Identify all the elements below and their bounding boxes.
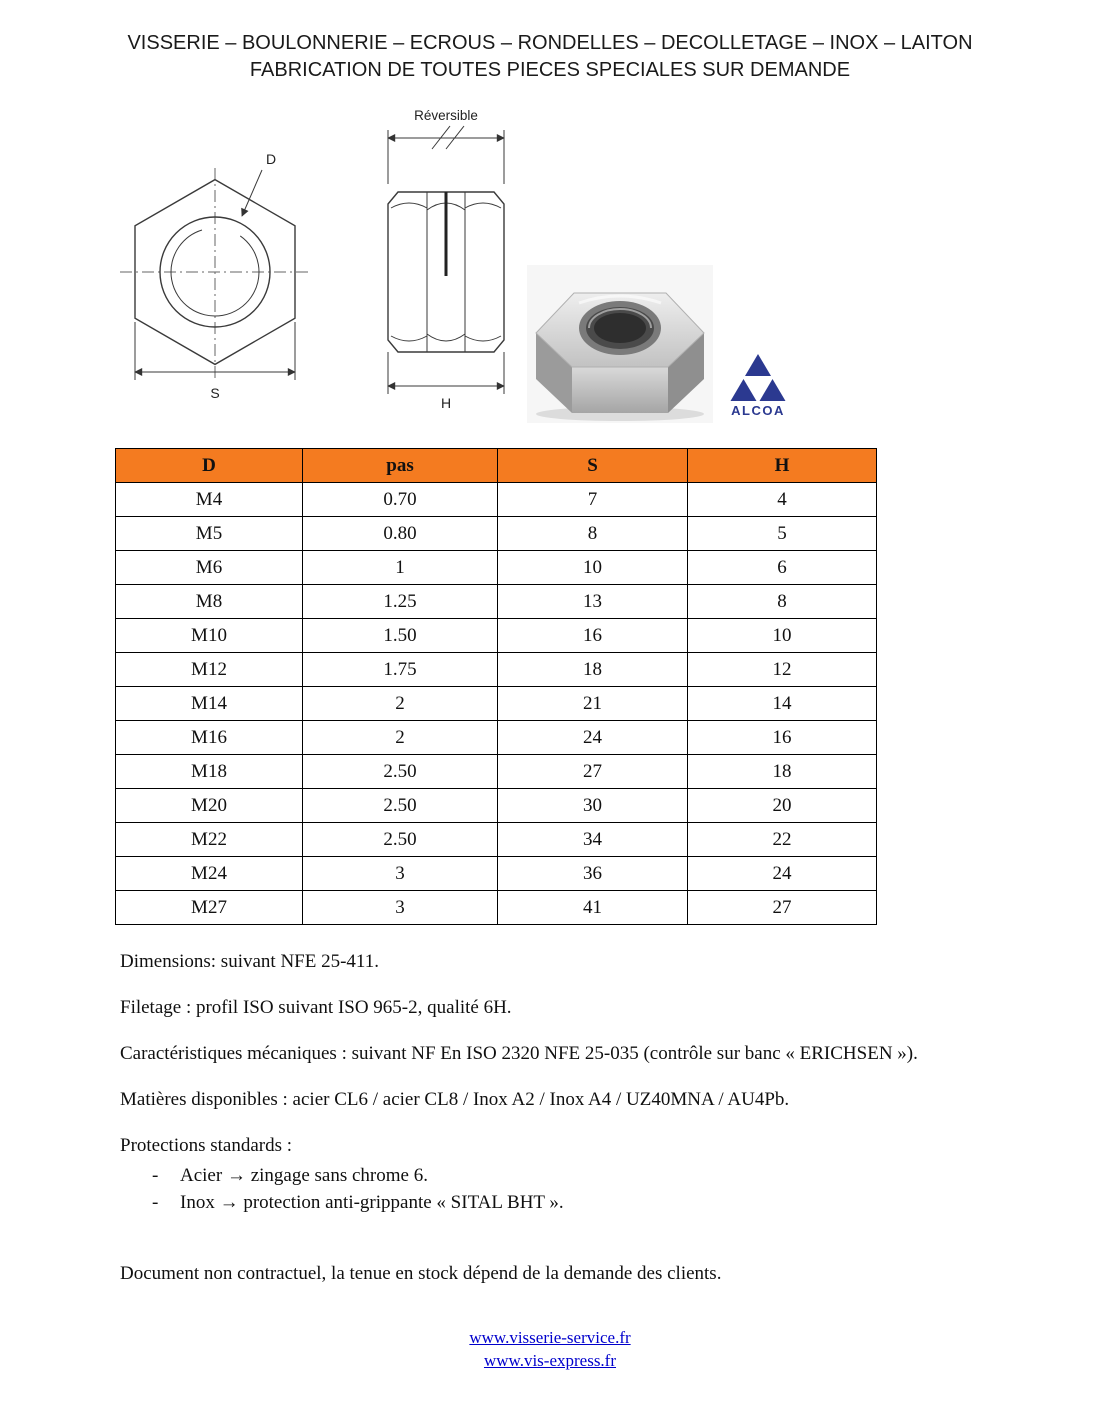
table-cell: 36: [498, 857, 688, 891]
table-cell: 12: [688, 653, 877, 687]
table-cell: 2: [303, 721, 498, 755]
document-header: [0, 30, 1100, 84]
table-cell: 34: [498, 823, 688, 857]
table-cell: 18: [498, 653, 688, 687]
table-cell: M20: [116, 789, 303, 823]
notes-section: [120, 950, 1055, 1286]
note-caracteristiques: Caractéristiques mécaniques : suivant NF En ISO 2320 NFE 25-035 (contrôle sur banc « ERICHSEN »).: [120, 1043, 918, 1064]
table-cell: M4: [116, 483, 303, 517]
table-row: [116, 687, 877, 721]
dimensions-table: [115, 448, 877, 925]
table-cell: 0.70: [303, 483, 498, 517]
table-body: [116, 483, 877, 925]
table-cell: 10: [498, 551, 688, 585]
label-s: S: [210, 385, 220, 401]
nut-front-view-drawing: [118, 112, 318, 412]
alcoa-emblem-icon: [731, 354, 786, 401]
list-marker: -: [152, 1192, 159, 1213]
table-cell: M16: [116, 721, 303, 755]
note-dimensions: Dimensions: suivant NFE 25-411.: [120, 951, 379, 972]
footer: [0, 1326, 1100, 1372]
table-cell: 20: [688, 789, 877, 823]
list-item: [152, 1162, 1055, 1189]
header-line-2: FABRICATION DE TOUTES PIECES SPECIALES SUR DEMANDE: [249, 59, 851, 81]
table-cell: M22: [116, 823, 303, 857]
column-header-h: H: [688, 449, 877, 483]
column-header-d: D: [116, 449, 303, 483]
table-row: [116, 857, 877, 891]
table-cell: 5: [688, 517, 877, 551]
table-cell: M14: [116, 687, 303, 721]
table-cell: 16: [498, 619, 688, 653]
nut-photo: [527, 265, 713, 423]
table-cell: 3: [303, 891, 498, 925]
table-cell: 6: [688, 551, 877, 585]
note-filetage: Filetage : profil ISO suivant ISO 965-2, qualité 6H.: [120, 997, 512, 1018]
table-cell: 24: [688, 857, 877, 891]
column-header-pas: pas: [303, 449, 498, 483]
label-h: H: [440, 395, 452, 411]
table-cell: 14: [688, 687, 877, 721]
table-cell: 0.80: [303, 517, 498, 551]
table-row: [116, 517, 877, 551]
column-header-s: S: [498, 449, 688, 483]
table-row: [116, 653, 877, 687]
footer-link-vis-express[interactable]: www.vis-express.fr: [483, 1351, 617, 1370]
table-cell: 3: [303, 857, 498, 891]
table-cell: M24: [116, 857, 303, 891]
table-cell: 8: [688, 585, 877, 619]
protections-list: [152, 1162, 1055, 1216]
table-cell: M5: [116, 517, 303, 551]
table-cell: 21: [498, 687, 688, 721]
table-cell: 4: [688, 483, 877, 517]
table-cell: 30: [498, 789, 688, 823]
table-row: [116, 823, 877, 857]
protections-title: Protections standards :: [120, 1135, 293, 1156]
table-row: [116, 585, 877, 619]
table-cell: M6: [116, 551, 303, 585]
list-item-text: Acier → zingage sans chrome 6.: [180, 1165, 428, 1186]
table-cell: 41: [498, 891, 688, 925]
table-cell: 10: [688, 619, 877, 653]
table-cell: M18: [116, 755, 303, 789]
list-marker: -: [152, 1165, 159, 1186]
table-cell: 1: [303, 551, 498, 585]
table-cell: 8: [498, 517, 688, 551]
table-cell: 1.50: [303, 619, 498, 653]
table-cell: 22: [688, 823, 877, 857]
table-cell: 27: [688, 891, 877, 925]
note-matieres: Matières disponibles : acier CL6 / acier CL8 / Inox A2 / Inox A4 / UZ40MNA / AU4Pb.: [120, 1089, 790, 1110]
table-cell: 2.50: [303, 789, 498, 823]
table-cell: 2: [303, 687, 498, 721]
alcoa-logo: [722, 350, 794, 418]
table-cell: 16: [688, 721, 877, 755]
list-item-text: Inox → protection anti-grippante « SITAL BHT ».: [180, 1192, 564, 1213]
table-row: [116, 551, 877, 585]
header-line-1: VISSERIE – BOULONNERIE – ECROUS – RONDELLES – DECOLLETAGE – INOX – LAITON: [127, 32, 973, 54]
table-cell: 7: [498, 483, 688, 517]
table-cell: 13: [498, 585, 688, 619]
table-cell: M10: [116, 619, 303, 653]
table-cell: 27: [498, 755, 688, 789]
table-row: [116, 891, 877, 925]
table-cell: 18: [688, 755, 877, 789]
table-cell: 1.75: [303, 653, 498, 687]
disclaimer: Document non contractuel, la tenue en stock dépend de la demande des clients.: [120, 1263, 722, 1284]
table-row: [116, 721, 877, 755]
label-d: D: [266, 151, 277, 167]
table-cell: 24: [498, 721, 688, 755]
table-header-row: [116, 449, 877, 483]
table-cell: M8: [116, 585, 303, 619]
nut-side-view-drawing: [358, 104, 543, 414]
label-reversible: Réversible: [414, 108, 478, 123]
alcoa-wordmark: ALCOA: [731, 403, 785, 418]
table-cell: 2.50: [303, 823, 498, 857]
table-cell: M27: [116, 891, 303, 925]
table-row: [116, 483, 877, 517]
table-cell: 2.50: [303, 755, 498, 789]
table-row: [116, 755, 877, 789]
table-cell: 1.25: [303, 585, 498, 619]
table-row: [116, 789, 877, 823]
footer-link-visserie-service[interactable]: www.visserie-service.fr: [469, 1328, 631, 1347]
table-row: [116, 619, 877, 653]
list-item: [152, 1189, 1055, 1216]
table-cell: M12: [116, 653, 303, 687]
